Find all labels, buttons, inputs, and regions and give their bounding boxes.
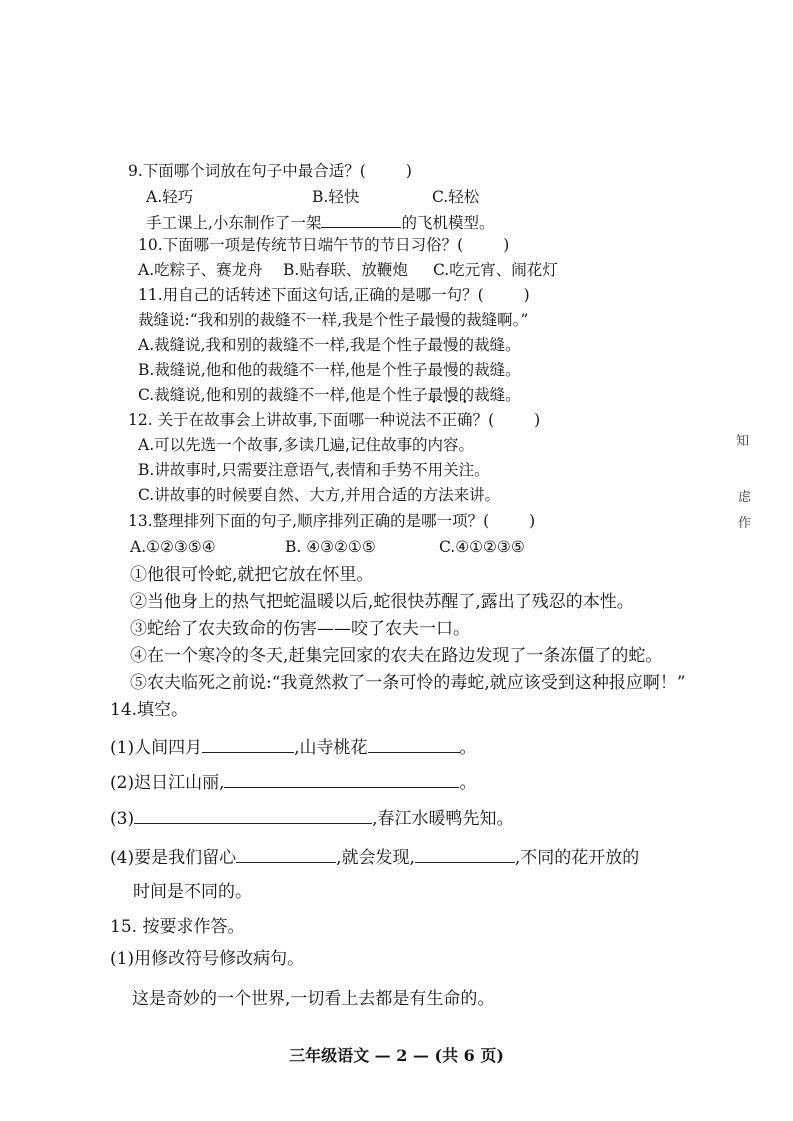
q10-options (138, 260, 558, 280)
q14-blank-4a[interactable] (236, 846, 336, 863)
q11-option-b: B.裁缝说,他和他的裁缝不一样,他是个性子最慢的裁缝。 (138, 361, 521, 379)
q9-sentence: 手工课上,小东制作了一架 的飞机模型。 (146, 211, 494, 233)
emphasis-dot-char: 确 (457, 411, 473, 429)
q13-option-b: B. ④③②①⑤ (285, 538, 376, 556)
q15-sub1: (1)用修改符号修改病句。 (110, 949, 305, 969)
q13-option-c: C.④①②③⑤ (439, 538, 525, 556)
q13-option-a: A.①②③⑤④ (130, 538, 216, 556)
q13-sentence-3: ③蛇给了农夫致命的伤害——咬了农夫一口。 (130, 619, 470, 639)
q9-stem: 9.下面哪个词放在句子中最合适？( ) (128, 162, 412, 180)
margin-char-3: 作 (738, 516, 752, 531)
q14-blank-3[interactable] (134, 807, 372, 824)
q14-line-4: (4)要是我们留心 ,就会发现, ,不同的花开放的 (110, 848, 640, 868)
q14-line-4-cont: 时间是不同的。 (133, 882, 252, 902)
q10-option-b: B.贴春联、放鞭炮 (283, 261, 408, 279)
q10-option-c: C.吃元宵、闹花灯 (433, 261, 558, 279)
q14-title: 14.填空。 (110, 700, 189, 720)
q13-sentence-1: ①他很可怜蛇,就把它放在怀里。 (130, 565, 374, 585)
q14-line-3: (3) ,春江水暖鸭先知。 (110, 809, 514, 829)
q9-options (146, 187, 479, 207)
q9-option-a: A.轻巧 (146, 188, 194, 206)
q14-blank-2[interactable] (224, 771, 459, 788)
q13-sentence-4: ④在一个寒冷的冬天,赶集完回家的农夫在路边发现了一条冻僵了的蛇。 (130, 646, 663, 666)
q12-option-a: A.可以先选一个故事,多读几遍,记住故事的内容。 (138, 436, 474, 454)
margin-char-2: 虑 (738, 490, 752, 505)
q15-sentence: 这是奇妙的一个世界,一切看上去都是有生命的。 (132, 989, 495, 1009)
q12-option-c: C.讲故事的时候要自然、大方,并用合适的方法来讲。 (138, 486, 501, 504)
q13-options (130, 537, 525, 557)
q14-blank-1b[interactable] (368, 736, 460, 753)
q12-option-b: B.讲故事时,只需要注意语气,表情和手势不用关注。 (138, 461, 490, 479)
q14-line-1: (1)人间四月 ,山寺桃花 。 (110, 738, 477, 758)
emphasis-dot-char: 正 (441, 411, 458, 429)
q14-line-2: (2)迟日江山丽, 。 (110, 773, 477, 793)
margin-char-1: 知 (736, 434, 750, 449)
q14-blank-1a[interactable] (202, 736, 294, 753)
q11-option-a: A.裁缝说,我和别的裁缝不一样,我是个性子最慢的裁缝。 (138, 336, 521, 354)
q9-option-b: B.轻快 (312, 188, 360, 206)
q12-stem: 12. 关于在故事会上讲故事,下面哪一种说法不正确？( ) (128, 411, 541, 429)
q9-option-c: C.轻松 (432, 188, 480, 206)
q11-quote: 裁缝说:“我和别的裁缝不一样,我是个性子最慢的裁缝啊。” (138, 311, 529, 329)
q11-stem: 11.用自己的话转述下面这句话,正确的是哪一句？( ) (138, 286, 530, 304)
q9-blank[interactable] (321, 211, 401, 228)
q10-stem: 10.下面哪一项是传统节日端午节的节日习俗？( ) (138, 236, 510, 254)
q15-title: 15. 按要求作答。 (110, 917, 245, 937)
q13-stem: 13.整理排列下面的句子,顺序排列正确的是哪一项？( ) (128, 512, 536, 530)
emphasis-dot-char: 不 (426, 411, 442, 429)
page-footer: 三年级语文 — 2 — (共 6 页) (289, 1046, 504, 1065)
q10-option-a: A.吃粽子、赛龙舟 (138, 261, 263, 279)
q13-sentence-5: ⑤农夫临死之前说:“我竟然救了一条可怜的毒蛇,就应该受到这种报应啊！” (130, 673, 686, 693)
q14-blank-4b[interactable] (415, 846, 515, 863)
q13-sentence-2: ②当他身上的热气把蛇温暖以后,蛇很快苏醒了,露出了残忍的本性。 (130, 592, 634, 612)
q11-option-c: C.裁缝说,他和别的裁缝不一样,他是个性子最慢的裁缝。 (138, 386, 521, 404)
